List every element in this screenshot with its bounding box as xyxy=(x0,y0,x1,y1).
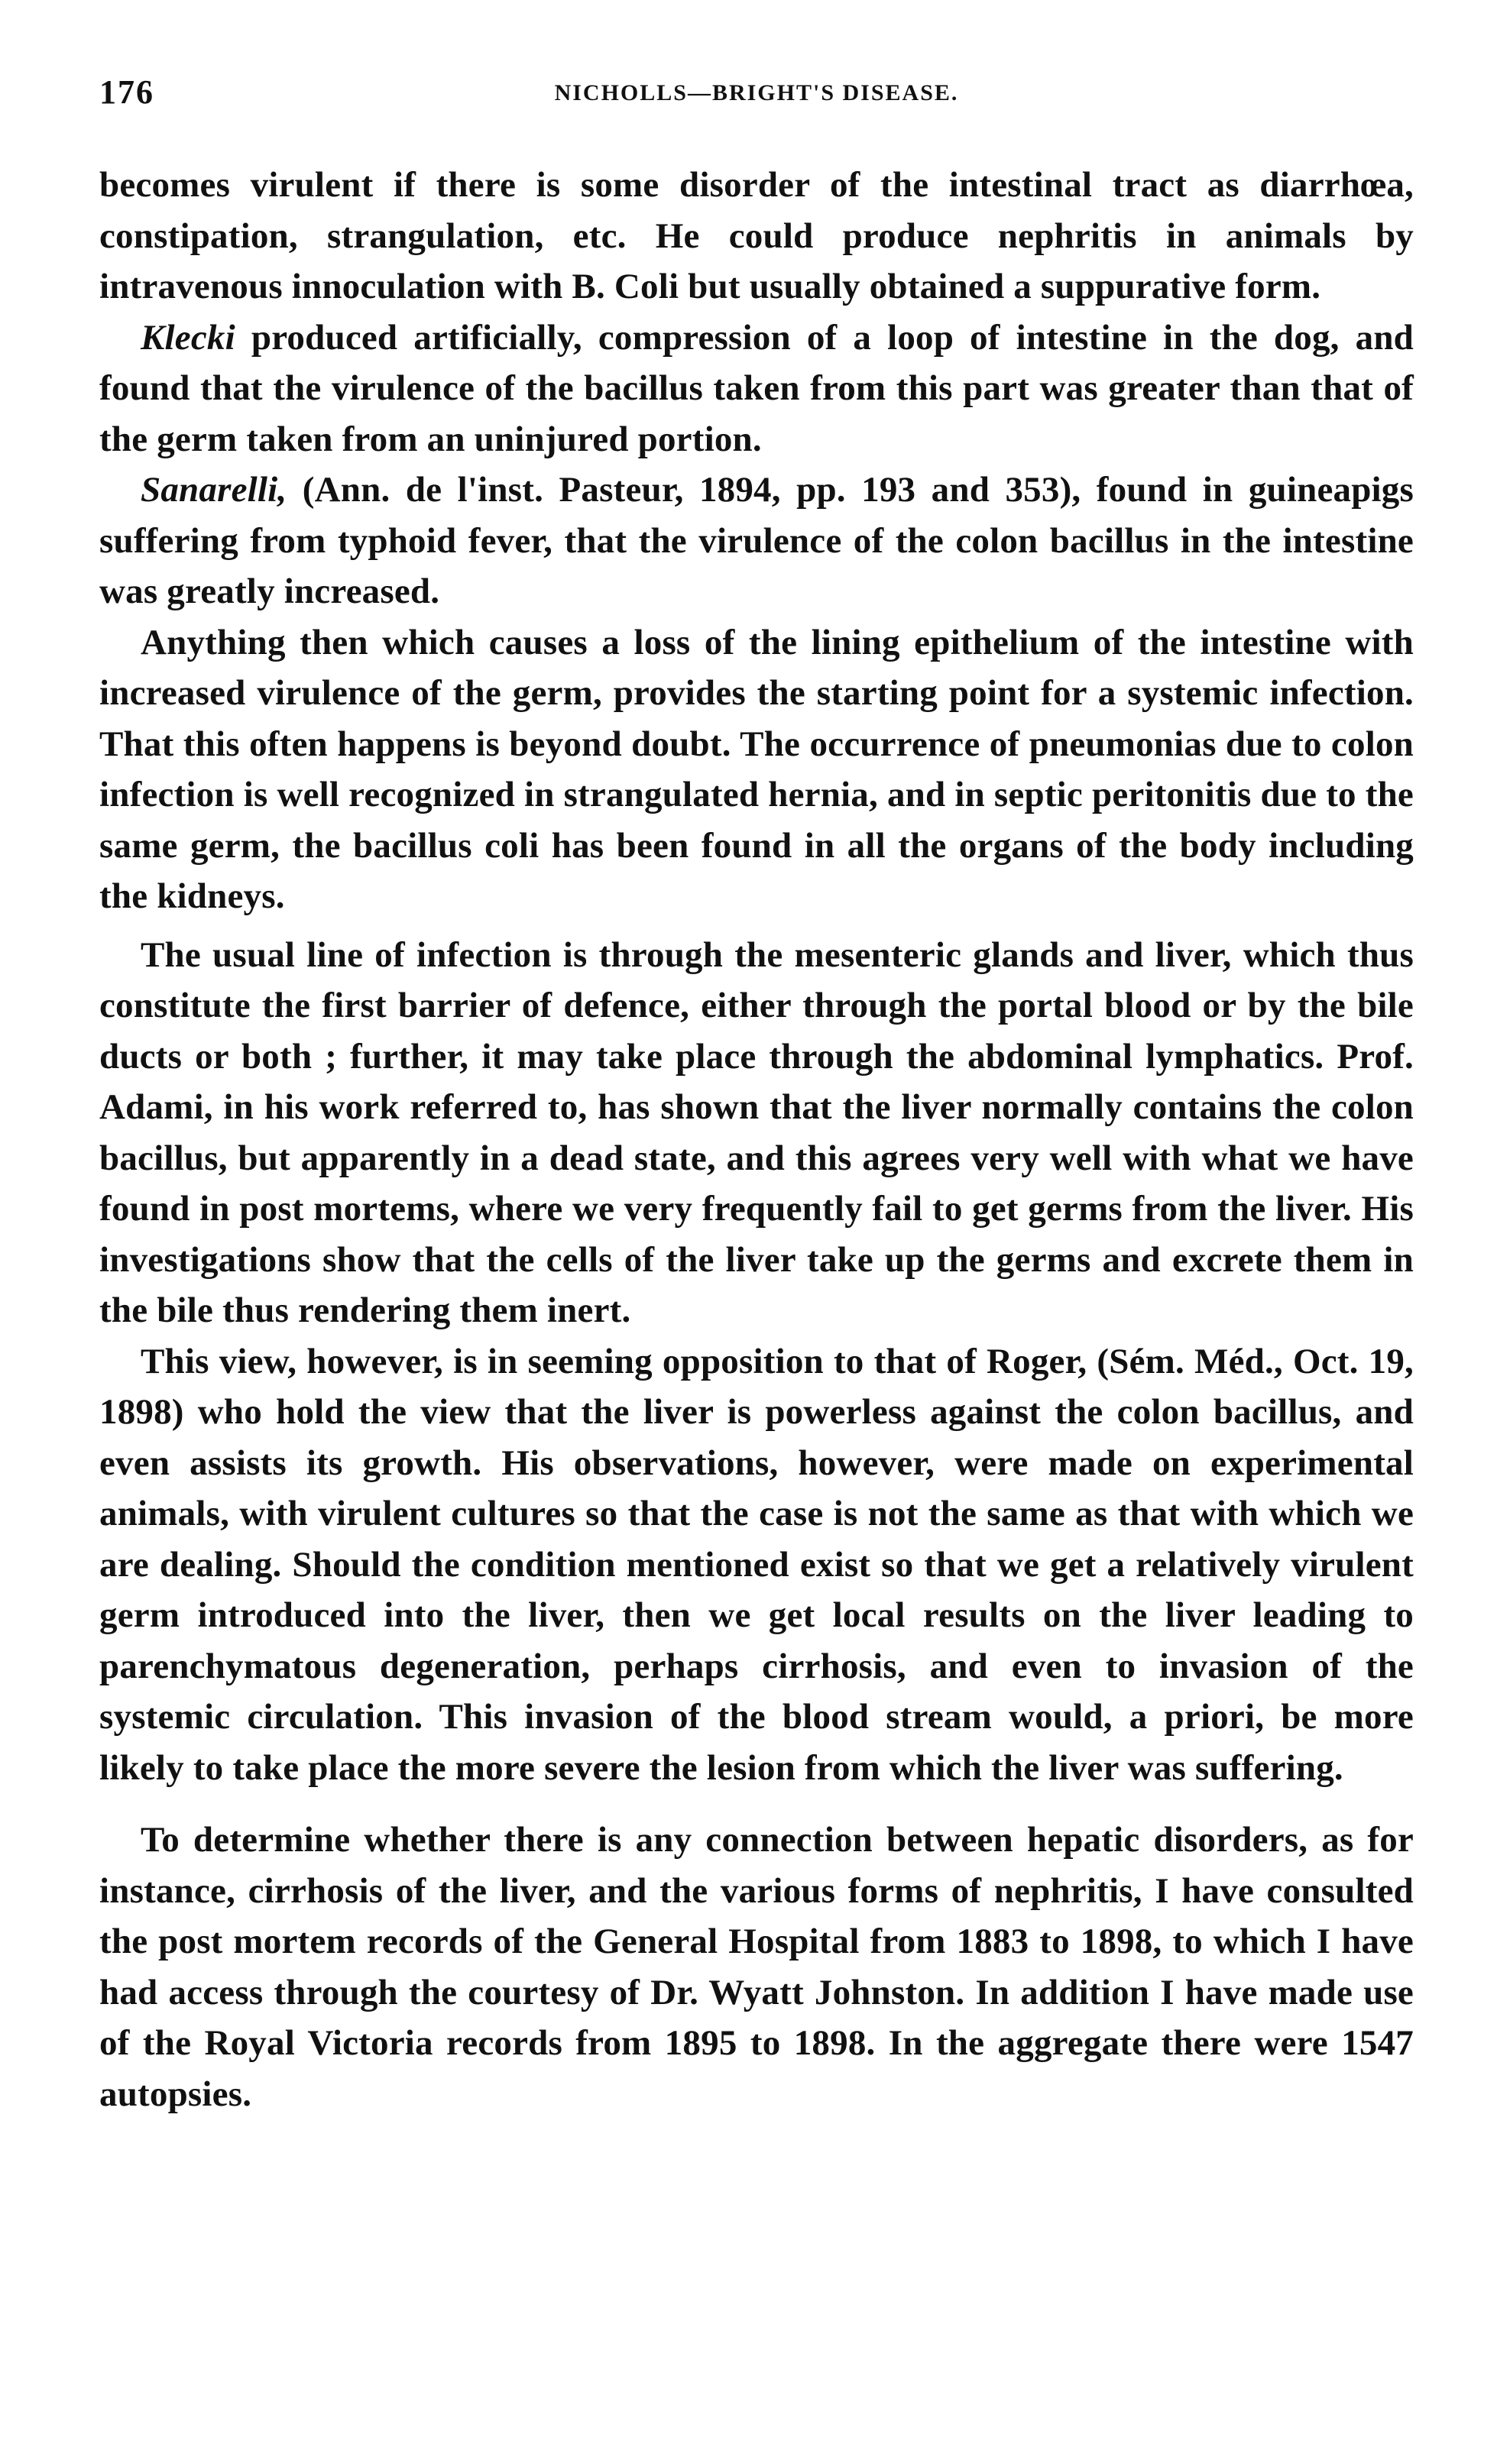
body-text xyxy=(99,160,1414,2119)
paragraph-sanarelli xyxy=(99,465,1414,617)
paragraph-text: produced artificially, compression of a loop of intestine in the dog, and found that the virulence of the bacillus taken from this part was greater than that of the germ taken from an uninjured portion. xyxy=(99,317,1414,459)
paragraph-epithelium xyxy=(99,617,1414,922)
paragraph-text: becomes virulent if there is some disorder of the intestinal tract as diarrhœa, constipation, strangulation, etc. He could produce nephritis in animals by intravenous innoculation with B. Coli but usually obtained a suppurative form. xyxy=(99,165,1414,306)
book-page xyxy=(99,73,1414,2119)
paragraph-text: The usual line of infection is through the mesenteric glands and liver, which thus constitute the first barrier of defence, either through the portal blood or by the bile ducts or both ; further, it may take place through the abdominal lymphatics. Prof. Adami, in his work referred to, has shown that the liver normally contains the colon bacillus, but apparently in a dead state, and this agrees very well with what we have found in post mortems, where we very frequently fail to get germs from the liver. His investigations show that the cells of the liver take up the germs and excrete them in the bile thus rendering them inert. xyxy=(99,934,1414,1330)
paragraph-text: This view, however, is in seeming opposition to that of Roger, (Sém. Méd., Oct. 19, 1898) who hold the view that the liver is powerless against the colon bacillus, and even assists its growth. His observations, however, were made on experimental animals, with virulent cultures so that the case is not the same as that with which we are dealing. Should the condition mentioned exist so that we get a relatively virulent germ introduced into the liver, then we get local results on the liver leading to parenchymatous degeneration, perhaps cirrhosis, and even to invasion of the systemic circulation. This invasion of the blood stream would, a priori, be more likely to take place the more severe the lesion from which the liver was suffering. xyxy=(99,1341,1414,1788)
paragraph-text: (Ann. de l'inst. Pasteur, 1894, pp. 193 and 353), found in guineapigs suffering from typhoid fever, that the virulence of the colon bacillus in the intestine was greatly increased. xyxy=(99,470,1414,611)
running-head xyxy=(99,73,1414,126)
paragraph-infection-line xyxy=(99,930,1414,1336)
paragraph-roger-view xyxy=(99,1336,1414,1794)
page-number: 176 xyxy=(99,73,154,111)
paragraph-autopsy-records xyxy=(99,1815,1414,2119)
paragraph-text: To determine whether there is any connection between hepatic disorders, as for instance, cirrhosis of the liver, and the various forms of nephritis, I have consulted the post mortem records of the General Hospital from 1883 to 1898, to which I have had access through the courtesy of Dr. Wyatt Johnston. In addition I have made use of the Royal Victoria records from 1895 to 1898. In the aggregate there were 1547 autopsies. xyxy=(99,1820,1414,2114)
author-name: Klecki xyxy=(141,317,235,358)
author-name: Sanarelli, xyxy=(141,470,287,510)
paragraph-continuation xyxy=(99,160,1414,312)
running-title: NICHOLLS—BRIGHT'S DISEASE. xyxy=(554,80,959,105)
paragraph-text: Anything then which causes a loss of the lining epithelium of the intestine with increased virulence of the germ, provides the starting point for a systemic infection. That this often happens is beyond doubt. The occurrence of pneumonias due to colon infection is well recognized in strangulated hernia, and in septic peritonitis due to the same germ, the bacillus coli has been found in all the organs of the body including the kidneys. xyxy=(99,622,1414,916)
paragraph-klecki xyxy=(99,312,1414,465)
